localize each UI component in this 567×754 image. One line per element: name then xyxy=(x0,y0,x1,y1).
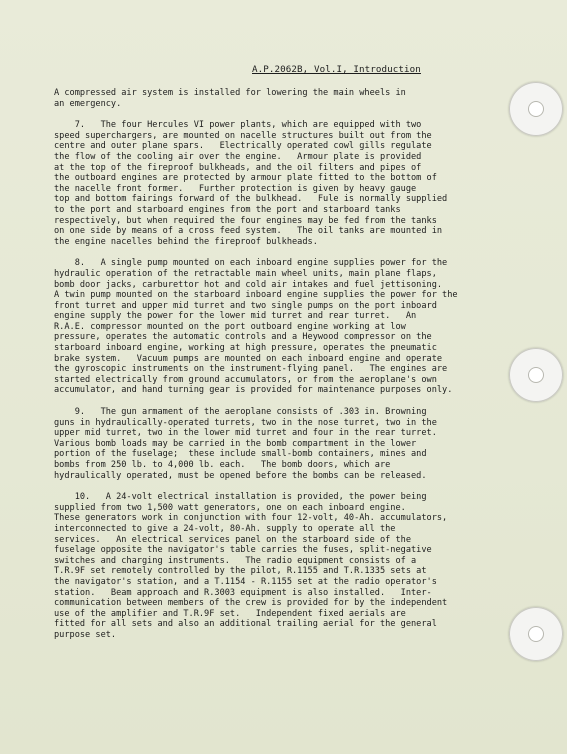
text-line: upper mid turret, two in the lower mid turret and four in the rear turret. xyxy=(54,428,437,439)
text-line: at the top of the fireproof bulkheads, and the oil filters and pipes of xyxy=(54,162,422,173)
text-line: communication between members of the crew is provided for by the independent xyxy=(54,598,448,609)
text-line: 10. A 24-volt electrical installation is provided, the power being xyxy=(54,492,427,503)
text-line: T.R.9F set remotely controlled by the pilot, R.1155 and T.R.1335 sets at xyxy=(54,566,427,577)
text-line: speed superchargers, are mounted on nacelle structures built out from the xyxy=(54,130,432,141)
text-line: portion of the fuselage; these include small-bomb containers, mines and xyxy=(54,449,427,460)
text-line: switches and charging instruments. The radio equipment consists of a xyxy=(54,555,417,566)
page-header: A.P.2062B, Vol.I, Introduction xyxy=(252,64,421,75)
text-line: guns in hydraulically-operated turrets, two in the nose turret, two in the xyxy=(54,417,437,428)
text-line: hydraulically operated, must be opened before the bombs can be released. xyxy=(54,470,427,481)
text-line: supplied from two 1,500 watt generators, one on each inboard engine. xyxy=(54,502,406,513)
text-line: centre and outer plane spars. Electrically operated cowl gills regulate xyxy=(54,141,432,152)
text-line: bombs from 250 lb. to 4,000 lb. each. The bomb doors, which are xyxy=(54,460,391,470)
text-line: the gyroscopic instruments on the instrument-flying panel. The engines are xyxy=(54,364,448,375)
paragraph-air-system xyxy=(54,88,494,109)
text-line: fuselage opposite the navigator's table carries the fuses, split-negative xyxy=(54,545,432,556)
text-line: services. An electrical services panel on the starboard side of the xyxy=(54,534,411,545)
text-line: A compressed air system is installed for lowering the main wheels in xyxy=(54,88,406,98)
text-line: 9. The gun armament of the aeroplane consists of .303 in. Browning xyxy=(54,407,427,418)
text-line: bomb door jacks, carburettor hot and cold air intakes and fuel jettisoning. xyxy=(54,279,443,290)
paragraph-8-hydraulics xyxy=(54,258,494,396)
text-line: front turret and upper mid turret and two single pumps on the port inboard xyxy=(54,300,437,311)
text-line: pressure, operates the automatic controls and a Heywood compressor on the xyxy=(54,332,432,343)
binder-hole-reinforcement xyxy=(509,348,563,402)
document-body xyxy=(54,88,494,641)
text-line: brake system. Vacuum pumps are mounted on each inboard engine and operate xyxy=(54,353,443,364)
text-line: These generators work in conjunction with four 12-volt, 40-Ah. accumulators, xyxy=(54,513,448,524)
binder-hole-reinforcement xyxy=(509,607,563,661)
text-line: R.A.E. compressor mounted on the port outboard engine working at low xyxy=(54,321,406,332)
text-line: on one side by means of a cross feed system. The oil tanks are mounted in xyxy=(54,226,443,237)
text-line: an emergency. xyxy=(54,98,122,109)
text-line: station. Beam approach and R.3003 equipment is also installed. Inter- xyxy=(54,587,432,598)
text-line: the engine nacelles behind the fireproof bulkheads. xyxy=(54,236,318,247)
text-line: the flow of the cooling air over the engine. Armour plate is provided xyxy=(54,151,422,162)
text-line: hydraulic operation of the retractable main wheel units, main plane flaps, xyxy=(54,268,437,279)
text-line: interconnected to give a 24-volt, 80-Ah. supply to operate all the xyxy=(54,523,396,534)
text-line: Various bomb loads may be carried in the bomb compartment in the lower xyxy=(54,438,417,449)
text-line: A twin pump mounted on the starboard inboard engine supplies the power for the xyxy=(54,290,458,301)
text-line: purpose set. xyxy=(54,629,117,640)
text-line: use of the amplifier and T.R.9F set. Independent fixed aerials are xyxy=(54,608,406,619)
text-line: accumulator, and hand turning gear is provided for maintenance purposes only. xyxy=(54,385,453,396)
paragraph-7-power-plants xyxy=(54,120,494,247)
text-line: started electrically from ground accumulators, or from the aeroplane's own xyxy=(54,374,437,385)
text-line: engine supply the power for the lower mid turret and rear turret. An xyxy=(54,311,417,322)
paragraph-10-electrical xyxy=(54,492,494,640)
text-line: the navigator's station, and a T.1154 - R.1155 set at the radio operator's xyxy=(54,576,437,587)
text-line: starboard inboard engine, working at high pressure, operates the pneumatic xyxy=(54,343,437,354)
text-line: top and bottom fairings forward of the bulkhead. Fule is normally supplied xyxy=(54,194,448,205)
text-line: the nacelle front former. Further protection is given by heavy gauge xyxy=(54,183,417,194)
text-line: fitted for all sets and also an additional trailing aerial for the general xyxy=(54,619,437,630)
text-line: 8. A single pump mounted on each inboard engine supplies power for the xyxy=(54,258,448,269)
text-line: the outboard engines are protected by armour plate fitted to the bottom of xyxy=(54,173,437,184)
text-line: respectively, but when required the four engines may be fed from the tanks xyxy=(54,215,437,226)
paragraph-9-armament xyxy=(54,407,494,481)
text-line: to the port and starboard engines from the port and starboard tanks xyxy=(54,204,401,215)
text-line: 7. The four Hercules VI power plants, which are equipped with two xyxy=(54,120,422,131)
binder-hole-reinforcement xyxy=(509,82,563,136)
